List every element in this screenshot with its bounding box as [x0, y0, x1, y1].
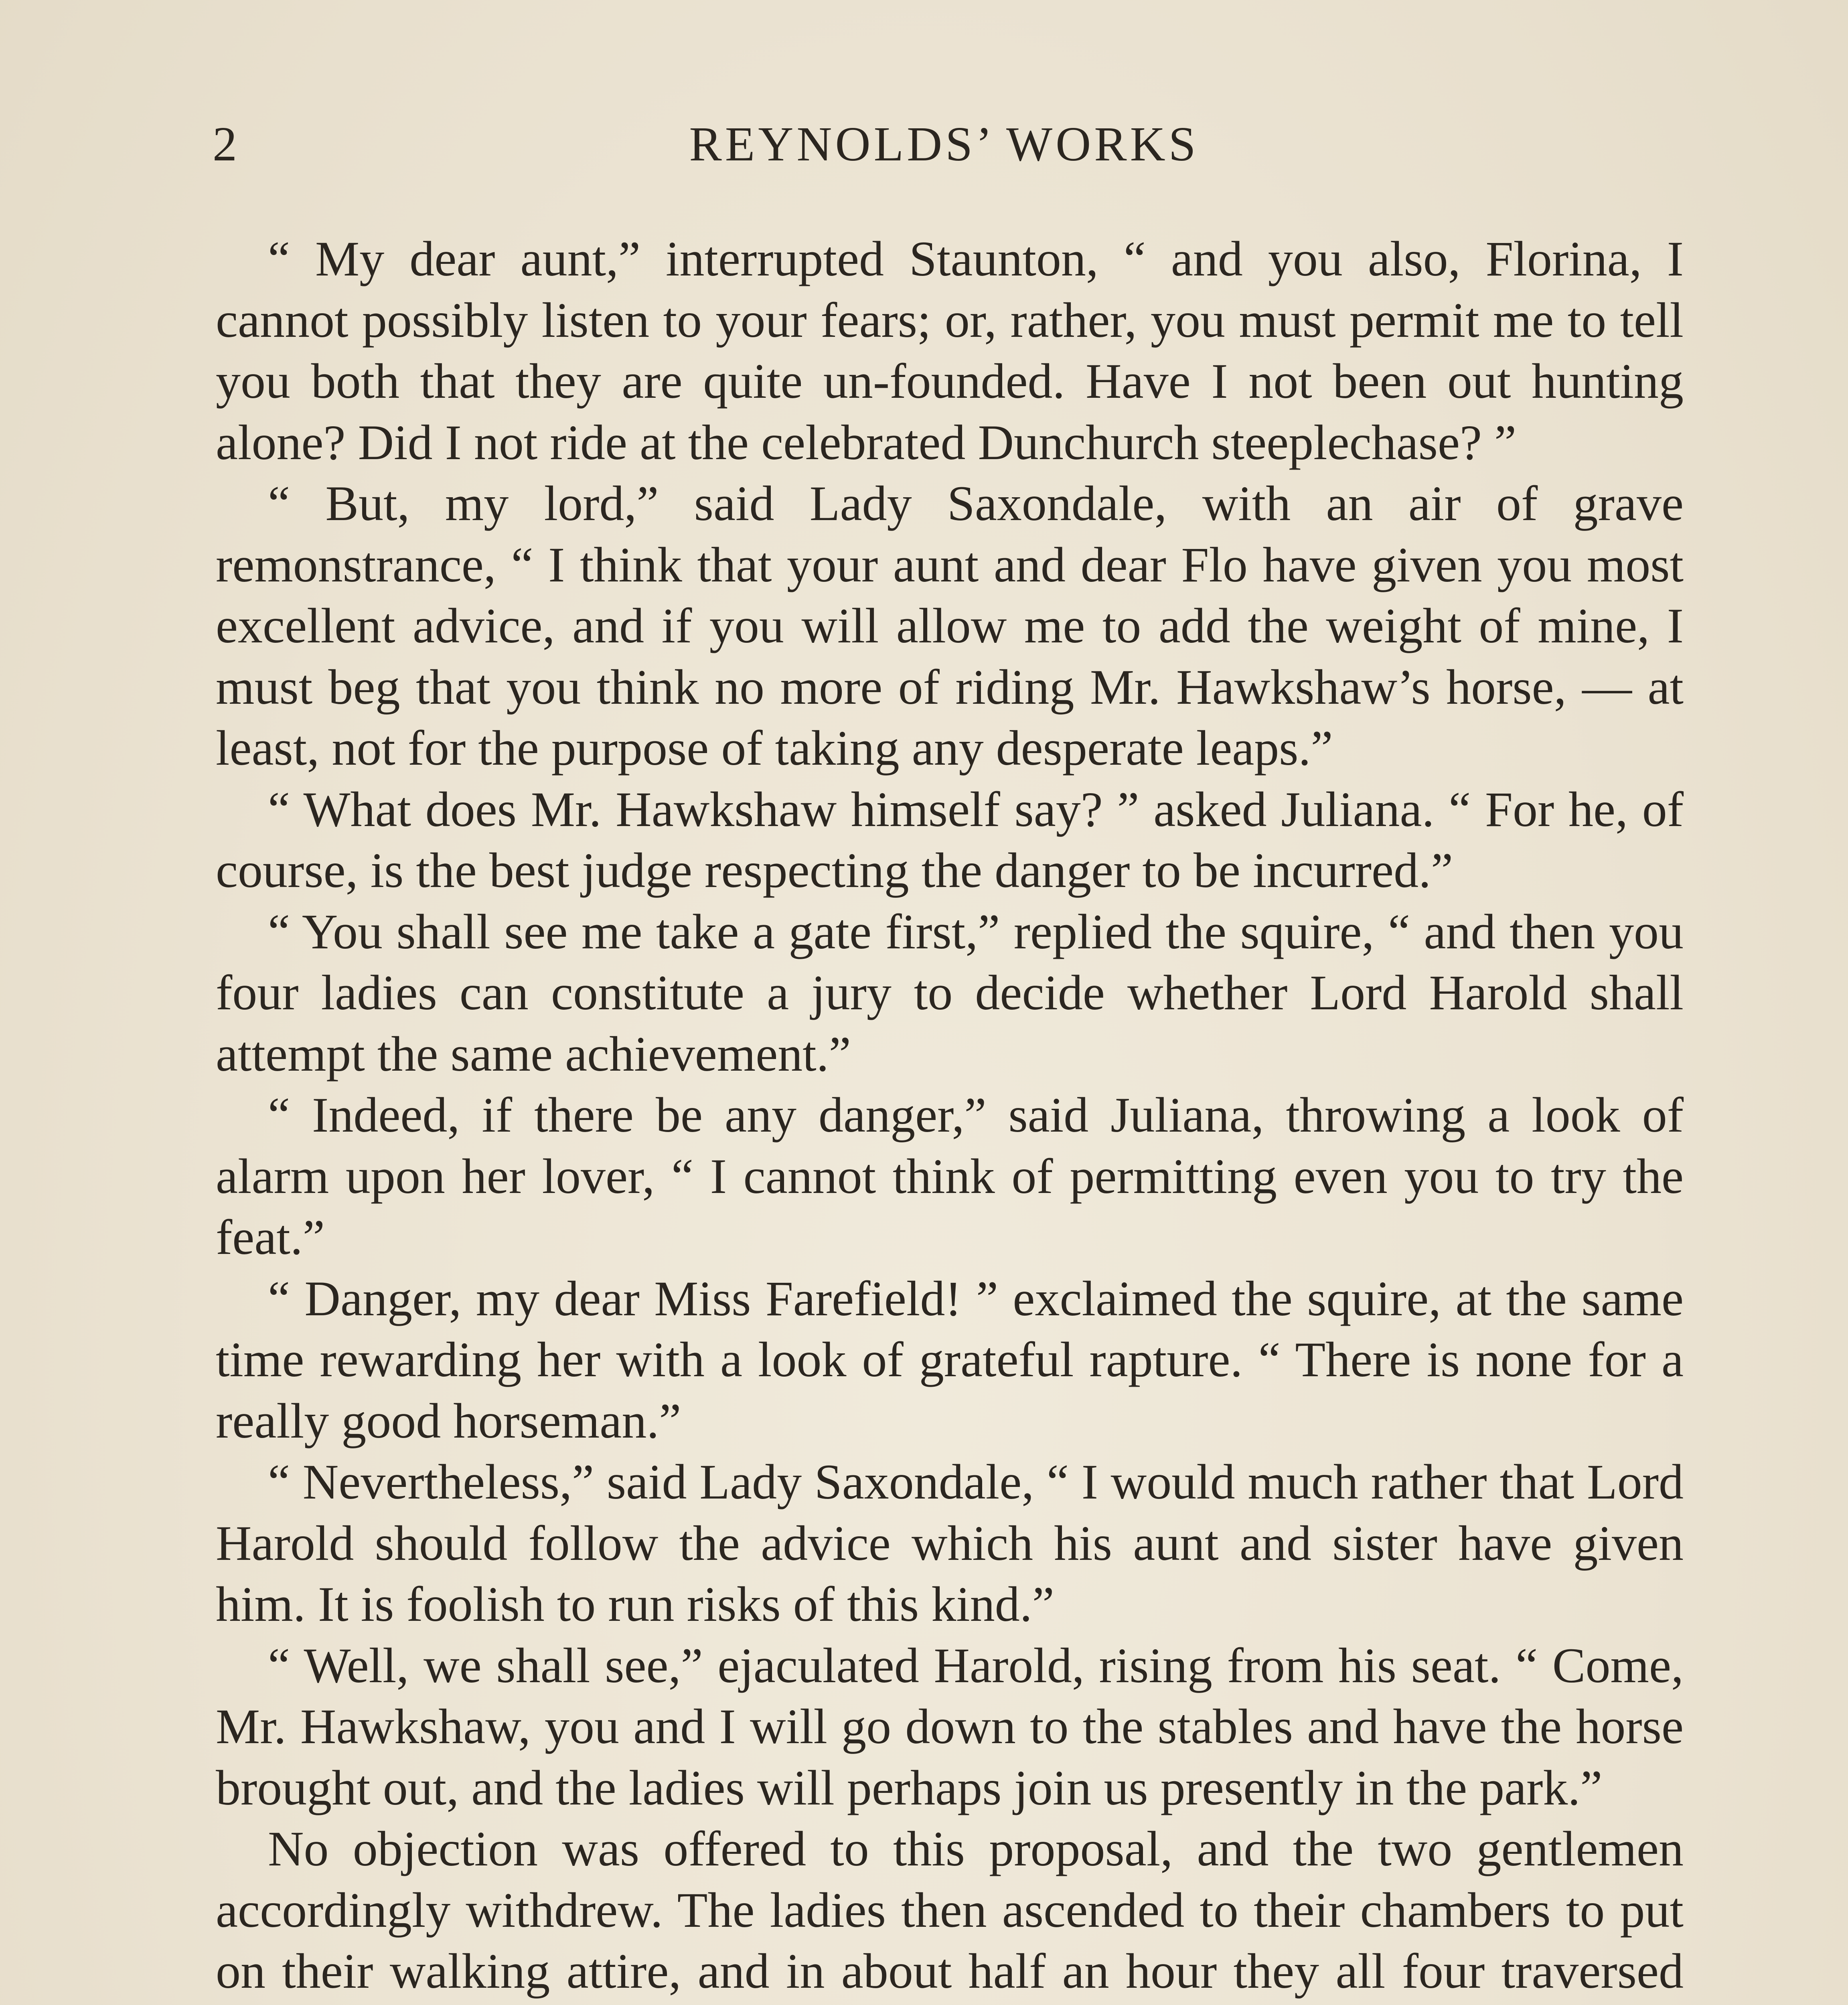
paragraph: “ Danger, my dear Miss Farefield! ” exclaimed the squire, at the same time rewarding her with a look of grateful rapture. “ There is none for a really good horseman.”: [216, 1271, 1684, 1448]
running-title: REYNOLDS’ WORKS: [689, 117, 1199, 171]
paragraph: “ You shall see me take a gate first,” replied the squire, “ and then you four ladies can constitute a jury to decide whether Lord Harold shall attempt the same achievement.”: [216, 904, 1684, 1081]
paragraph: “ My dear aunt,” interrupted Staunton, “ and you also, Florina, I cannot possibly listen to your fears; or, rather, you must permit me to tell you both that they are quite un-founded. Have I not been out hunting alone? Did I not ride at the celebrated Dunchurch steeplechase? ”: [216, 231, 1684, 470]
page-number: 2: [213, 117, 237, 171]
paragraph: “ Indeed, if there be any danger,” said Juliana, throwing a look of alarm upon her lover, “ I cannot think of permitting even you to try the feat.”: [216, 1088, 1684, 1265]
paragraph: “ What does Mr. Hawkshaw himself say? ” asked Juliana. “ For he, of course, is the best judge respecting the danger to be incurred.”: [216, 782, 1684, 898]
paragraph: No objection was offered to this proposal, and the two gentlemen accordingly withdrew. The ladies then ascended to their chambers to put on their walking attire, and in about half an hour they all four traversed: [216, 1821, 1684, 1999]
paragraph: “ Nevertheless,” said Lady Saxondale, “ I would much rather that Lord Harold should follow the advice which his aunt and sister have given him. It is foolish to run risks of this kind.”: [216, 1454, 1684, 1632]
page-header: [213, 116, 1676, 196]
paragraph: “ But, my lord,” said Lady Saxondale, with an air of grave remonstrance, “ I think that your aunt and dear Flo have given you most excellent advice, and if you will allow me to add the weight of mine, I must beg that you think no more of riding Mr. Hawkshaw’s horse, — at least, not for the purpose of taking any desperate leaps.”: [216, 476, 1684, 776]
body-text: [216, 229, 1684, 2005]
paragraph: “ Well, we shall see,” ejaculated Harold, rising from his seat. “ Come, Mr. Hawkshaw, you and I will go down to the stables and have the horse brought out, and the ladies will perhaps join us presently in the park.”: [216, 1638, 1684, 1815]
